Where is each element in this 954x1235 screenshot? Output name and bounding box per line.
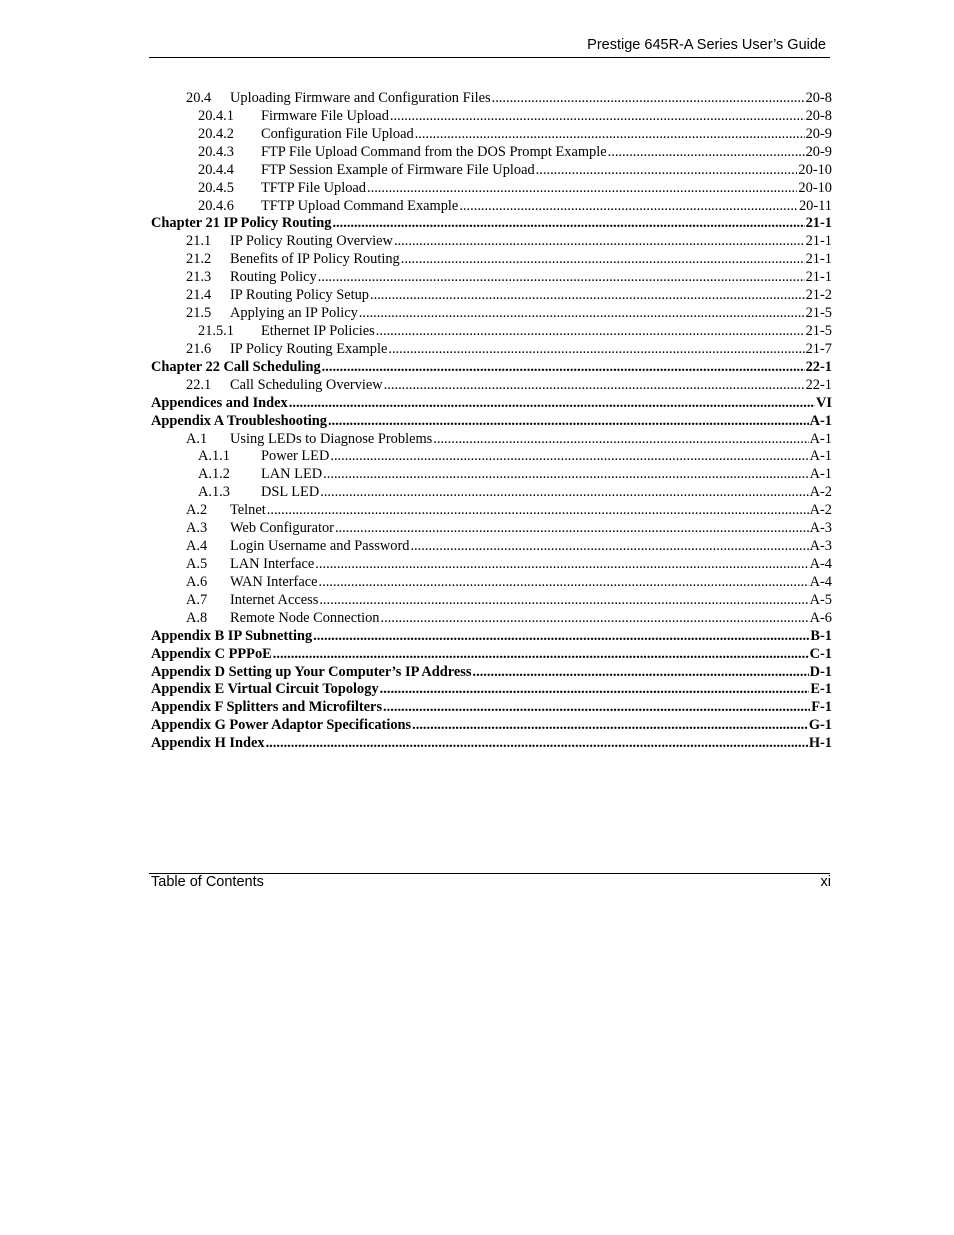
table-of-contents <box>151 90 832 753</box>
toc-entry-page: 21-2 <box>805 287 832 304</box>
toc-dot-leader <box>289 395 815 413</box>
toc-entry-title: Configuration File Upload <box>261 125 414 142</box>
toc-entry-title: Firmware File Upload <box>261 107 389 124</box>
toc-entry-page: A-2 <box>809 502 832 519</box>
toc-entry-page: A-4 <box>809 573 832 590</box>
toc-entry-page: 20-10 <box>798 161 832 178</box>
toc-entry-number: A.6 <box>186 573 208 590</box>
toc-entry-page: G-1 <box>808 717 832 734</box>
toc-entry-title: Appendix H Index <box>151 735 265 752</box>
toc-entry-number: A.7 <box>186 591 208 608</box>
toc-entry-title: Telnet <box>230 502 266 519</box>
toc-dot-leader <box>315 556 808 574</box>
toc-entry-number: 21.6 <box>186 340 212 357</box>
toc-entry-page: H-1 <box>808 735 832 752</box>
toc-entry-page: A-1 <box>809 466 832 483</box>
toc-entry-title: Web Configurator <box>230 520 334 537</box>
toc-section-entry[interactable] <box>151 126 832 144</box>
toc-entry-number: 20.4.6 <box>198 197 234 214</box>
toc-section-entry[interactable] <box>151 287 832 305</box>
toc-dot-leader <box>376 323 805 341</box>
toc-entry-page: A-4 <box>809 555 832 572</box>
toc-entry-number: A.5 <box>186 555 208 572</box>
toc-entry-title: Appendix D Setting up Your Computer’s IP Address <box>151 663 472 680</box>
toc-entry-title: Benefits of IP Policy Routing <box>230 251 400 268</box>
toc-entry-title: IP Routing Policy Setup <box>230 287 369 304</box>
toc-chapter-entry[interactable] <box>151 413 832 431</box>
toc-dot-leader <box>384 377 805 395</box>
toc-entry-number: A.4 <box>186 538 208 555</box>
toc-entry-number: 21.2 <box>186 251 212 268</box>
toc-section-entry[interactable] <box>151 484 832 502</box>
toc-entry-page: F-1 <box>811 699 832 716</box>
toc-entry-page: 21-1 <box>805 215 832 232</box>
toc-chapter-entry[interactable] <box>151 646 832 664</box>
toc-entry-title: WAN Interface <box>230 573 318 590</box>
toc-dot-leader <box>313 628 809 646</box>
toc-section-entry[interactable] <box>151 251 832 269</box>
toc-dot-leader <box>492 90 805 108</box>
toc-entry-title: Appendix A Troubleshooting <box>151 412 327 429</box>
toc-entry-page: 21-1 <box>805 233 832 250</box>
toc-entry-title: LAN LED <box>261 466 323 483</box>
toc-dot-leader <box>319 574 809 592</box>
toc-section-entry[interactable] <box>151 180 832 198</box>
toc-entry-title: Appendices and Index <box>151 394 288 411</box>
toc-entry-page: 21-1 <box>805 251 832 268</box>
toc-entry-page: 20-8 <box>805 90 832 106</box>
toc-section-entry[interactable] <box>151 377 832 395</box>
toc-chapter-entry[interactable] <box>151 735 832 753</box>
toc-dot-leader <box>394 233 805 251</box>
toc-entry-page: 22-1 <box>805 376 832 393</box>
toc-dot-leader <box>401 251 805 269</box>
toc-section-entry[interactable] <box>151 610 832 628</box>
toc-chapter-entry[interactable] <box>151 717 832 735</box>
toc-dot-leader <box>608 144 805 162</box>
toc-section-entry[interactable] <box>151 466 832 484</box>
toc-entry-page: A-1 <box>809 448 832 465</box>
toc-section-entry[interactable] <box>151 323 832 341</box>
toc-entry-title: Appendix C PPPoE <box>151 645 272 662</box>
toc-dot-leader <box>383 699 810 717</box>
toc-dot-leader <box>318 269 805 287</box>
toc-dot-leader <box>410 538 808 556</box>
toc-entry-page: 20-9 <box>805 143 832 160</box>
toc-chapter-entry[interactable] <box>151 395 832 413</box>
toc-entry-page: 20-9 <box>805 125 832 142</box>
toc-entry-number: A.1.1 <box>198 448 230 465</box>
toc-section-entry[interactable] <box>151 144 832 162</box>
toc-dot-leader <box>328 413 809 431</box>
toc-entry-title: Appendix F Splitters and Microfilters <box>151 699 383 716</box>
footer-page-number: xi <box>820 874 831 890</box>
toc-entry-title: Uploading Firmware and Configuration Files <box>230 90 491 106</box>
toc-entry-page: 21-7 <box>805 340 832 357</box>
toc-entry-title: Appendix E Virtual Circuit Topology <box>151 681 379 698</box>
toc-dot-leader <box>322 359 805 377</box>
toc-entry-title: Using LEDs to Diagnose Problems <box>230 430 433 447</box>
toc-entry-title: Chapter 22 Call Scheduling <box>151 358 321 375</box>
toc-dot-leader <box>390 108 805 126</box>
toc-chapter-entry[interactable] <box>151 699 832 717</box>
toc-entry-title: Appendix B IP Subnetting <box>151 627 313 644</box>
toc-entry-number: 20.4.5 <box>198 179 234 196</box>
toc-entry-number: 21.5 <box>186 305 212 322</box>
toc-entry-title: Login Username and Password <box>230 538 410 555</box>
toc-dot-leader <box>320 484 808 502</box>
toc-entry-title: DSL LED <box>261 484 320 501</box>
toc-section-entry[interactable] <box>151 574 832 592</box>
toc-dot-leader <box>335 520 809 538</box>
toc-entry-number: 21.5.1 <box>198 322 234 339</box>
toc-entry-number: 21.3 <box>186 269 212 286</box>
toc-entry-number: A.3 <box>186 520 208 537</box>
toc-entry-page: VI <box>816 394 832 411</box>
toc-entry-title: Internet Access <box>230 591 319 608</box>
toc-dot-leader <box>412 717 808 735</box>
toc-entry-number: A.8 <box>186 609 208 626</box>
toc-dot-leader <box>359 305 805 323</box>
toc-dot-leader <box>380 610 808 628</box>
toc-entry-number: 20.4.2 <box>198 125 234 142</box>
toc-section-entry[interactable] <box>151 538 832 556</box>
toc-dot-leader <box>330 448 808 466</box>
toc-entry-title: Power LED <box>261 448 330 465</box>
toc-entry-title: Chapter 21 IP Policy Routing <box>151 215 332 232</box>
toc-entry-title: Routing Policy <box>230 269 317 286</box>
toc-dot-leader <box>273 646 809 664</box>
toc-entry-number: A.1 <box>186 430 208 447</box>
toc-section-entry[interactable] <box>151 108 832 126</box>
toc-section-entry[interactable] <box>151 305 832 323</box>
toc-entry-page: 22-1 <box>805 358 832 375</box>
toc-entry-title: FTP Session Example of Firmware File Upload <box>261 161 535 178</box>
toc-section-entry[interactable] <box>151 448 832 466</box>
toc-dot-leader <box>267 502 809 520</box>
toc-entry-page: 20-11 <box>798 197 832 214</box>
toc-dot-leader <box>367 180 797 198</box>
toc-section-entry[interactable] <box>151 162 832 180</box>
toc-entry-number: 20.4.3 <box>198 143 234 160</box>
toc-entry-page: 20-10 <box>798 179 832 196</box>
toc-entry-number: A.2 <box>186 502 208 519</box>
toc-chapter-entry[interactable] <box>151 664 832 682</box>
toc-chapter-entry[interactable] <box>151 215 832 233</box>
toc-dot-leader <box>459 198 798 216</box>
footer-section-title: Table of Contents <box>151 874 264 890</box>
toc-entry-title: TFTP Upload Command Example <box>261 197 459 214</box>
toc-entry-number: 20.4 <box>186 90 212 106</box>
toc-entry-page: 21-5 <box>805 305 832 322</box>
toc-section-entry[interactable] <box>151 592 832 610</box>
toc-dot-leader <box>388 341 804 359</box>
header-rule <box>149 57 830 58</box>
toc-entry-title: Call Scheduling Overview <box>230 376 383 393</box>
toc-entry-number: 20.4.1 <box>198 107 234 124</box>
toc-section-entry[interactable] <box>151 520 832 538</box>
toc-dot-leader <box>473 664 809 682</box>
toc-entry-title: Applying an IP Policy <box>230 305 358 322</box>
toc-entry-page: 21-1 <box>805 269 832 286</box>
toc-dot-leader <box>319 592 808 610</box>
toc-entry-number: 22.1 <box>186 376 212 393</box>
toc-entry-page: A-6 <box>809 609 832 626</box>
toc-entry-title: IP Policy Routing Example <box>230 340 388 357</box>
toc-section-entry[interactable] <box>151 502 832 520</box>
toc-entry-number: A.1.3 <box>198 484 230 501</box>
toc-entry-title: IP Policy Routing Overview <box>230 233 393 250</box>
toc-section-entry[interactable] <box>151 556 832 574</box>
toc-entry-page: D-1 <box>809 663 832 680</box>
toc-entry-page: C-1 <box>809 645 832 662</box>
toc-dot-leader <box>415 126 805 144</box>
toc-section-entry[interactable] <box>151 90 832 108</box>
toc-entry-page: A-2 <box>809 484 832 501</box>
toc-entry-title: Remote Node Connection <box>230 609 380 626</box>
toc-entry-title: TFTP File Upload <box>261 179 366 196</box>
toc-entry-number: 21.4 <box>186 287 212 304</box>
toc-dot-leader <box>380 681 810 699</box>
toc-entry-page: E-1 <box>810 681 832 698</box>
toc-dot-leader <box>323 466 808 484</box>
toc-dot-leader <box>332 215 804 233</box>
toc-section-entry[interactable] <box>151 233 832 251</box>
toc-dot-leader <box>266 735 808 753</box>
toc-entry-page: 20-8 <box>805 107 832 124</box>
toc-section-entry[interactable] <box>151 341 832 359</box>
toc-chapter-entry[interactable] <box>151 681 832 699</box>
toc-chapter-entry[interactable] <box>151 628 832 646</box>
toc-entry-title: LAN Interface <box>230 555 315 572</box>
toc-entry-page: A-1 <box>809 430 832 447</box>
toc-entry-page: A-3 <box>809 520 832 537</box>
toc-entry-title: FTP File Upload Command from the DOS Prompt Example <box>261 143 607 160</box>
toc-entry-page: 21-5 <box>805 322 832 339</box>
toc-chapter-entry[interactable] <box>151 359 832 377</box>
toc-entry-number: A.1.2 <box>198 466 230 483</box>
toc-entry-page: A-3 <box>809 538 832 555</box>
toc-dot-leader <box>433 431 808 449</box>
running-header-title: Prestige 645R-A Series User’s Guide <box>587 37 826 53</box>
toc-entry-number: 21.1 <box>186 233 212 250</box>
toc-entry-page: B-1 <box>810 627 832 644</box>
toc-dot-leader <box>536 162 798 180</box>
toc-section-entry[interactable] <box>151 269 832 287</box>
toc-entry-title: Ethernet IP Policies <box>261 322 375 339</box>
toc-entry-page: A-1 <box>809 412 832 429</box>
toc-section-entry[interactable] <box>151 431 832 449</box>
toc-section-entry[interactable] <box>151 198 832 216</box>
toc-dot-leader <box>370 287 805 305</box>
toc-entry-number: 20.4.4 <box>198 161 234 178</box>
toc-entry-title: Appendix G Power Adaptor Specifications <box>151 717 412 734</box>
toc-entry-page: A-5 <box>809 591 832 608</box>
